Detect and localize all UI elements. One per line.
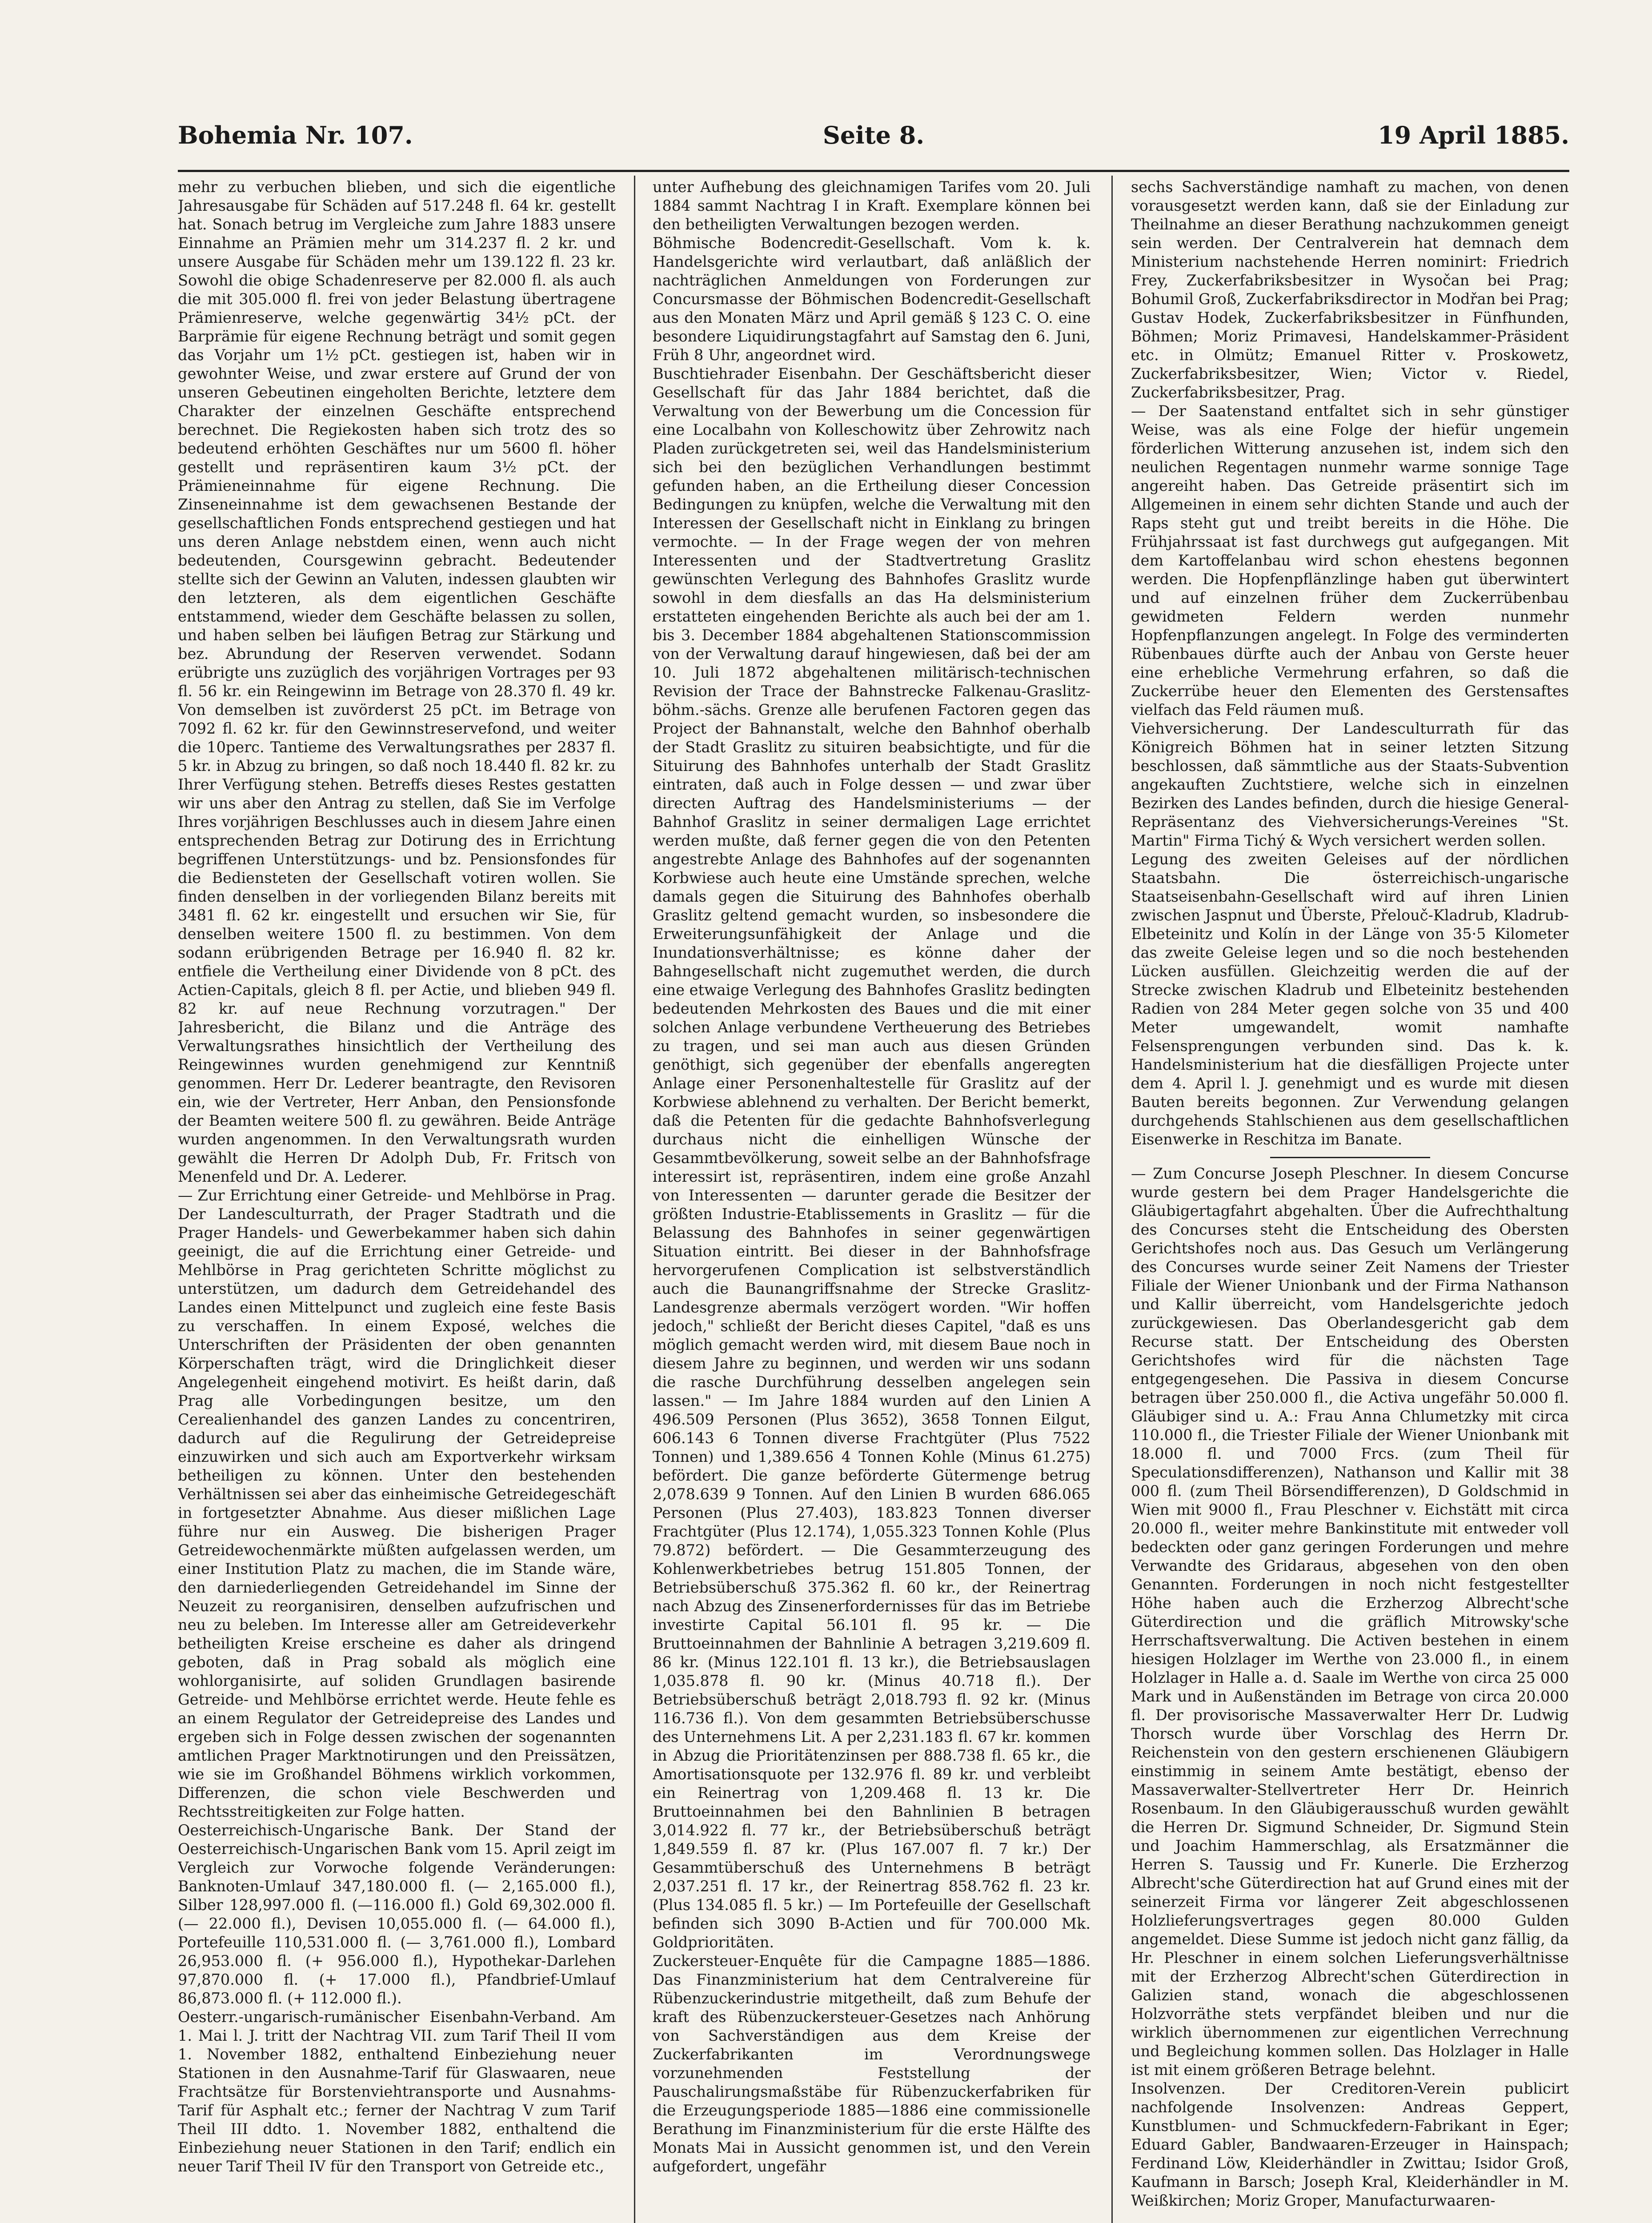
newspaper-issue: Bohemia Nr. 107. <box>178 121 413 149</box>
column-divider <box>634 176 635 2223</box>
page-number: Seite 8. <box>822 121 925 149</box>
article-grain-exchange: — Zur Errichtung einer Getreide- und Mehlbörse in Prag. Der Landesculturrath, der Prager Stadtrath und die Prager Handels- und Gewerbekammer haben sich dahin geeinigt, die auf die Errichtung einer Getreide- und Mehlbörse in Prag gerichteten Schritte möglichst zu unterstützen, um dadurch dem Getreidehandel des Landes einen Mittelpunct und zugleich eine feste Basis zu verschaffen. In einem Exposé, welches die Unterschriften der Präsidenten der oben genannten Körperschaften trägt, wird die Dringlichkeit dieser Angelegenheit eingehend motivirt. Es heißt darin, daß Prag alle Vorbedingungen besitze, um den Cerealienhandel des ganzen Landes zu concentriren, dadurch auf die Regulirung der Getreidepreise einzuwirken und sich auch am Exportverkehr wirksam betheiligen zu können. Unter den bestehenden Verhältnissen sei aber das einheimische Getreidegeschäft in fortgesetzter Abnahme. Aus dieser mißlichen Lage führe nur ein Ausweg. Die bisherigen Prager Getreidewochenmärkte müßten aufgelassen werden, um einer Institution Platz zu machen, die im Stande wäre, den darniederliegenden Getreidehandel im Sinne der Neuzeit zu reorganisiren, denselben aufzufrischen und neu zu beleben. Im Interesse aller am Getreideverkehr betheiligten Kreise erscheine es daher als dringend geboten, daß in Prag sobald als möglich eine wohlorganisirte, auf soliden Grundlagen basirende Getreide- und Mehlbörse errichtet werde. Heute fehle es an einem Regulator der Getreidepreise des Landes und ergeben sich in Folge dessen zwischen der sogenannten amtlichen Prager Marktnotirungen und den Preissätzen, wie sie im Großhandel Böhmens wirklich vorkommen, Differenzen, die schon viele Beschwerden und Rechtsstreitigkeiten zur Folge hatten. <box>178 1187 616 1820</box>
article-second-track: Legung des zweiten Geleises auf der nördlichen Staatsbahn. Die österreichisch-ungarische Staatseisenbahn-Gesellschaft wird auf ihren Linien zwischen Jaspnut und Überste, Přelouč-Kladrub, Kladrub-Elbeteinitz und Kolín in der Länge von 35·5 Kilometer das zweite Geleise legen und so die noch bestehenden Lücken ausfüllen. Gleichzeitig werden die auf der Strecke zwischen Kladrub und Elbeteinitz bestehenden Radien von 284 Meter gegen solche von 35 und 400 Meter umgewandelt, womit namhafte Felsensprengungen verbunden sind. Das k. k. Handelsministerium hat die diesfälligen Projecte unter dem 4. April l. J. genehmigt und es wurde mit diesen Bauten bereits begonnen. Zur Verwendung gelangen durchgehends Stahlschienen aus dem gesellschaftlichen Eisenwerke in Reschitza im Banate. <box>1131 851 1569 1148</box>
column-divider <box>1111 176 1113 2223</box>
header-rule <box>178 170 1569 172</box>
article-railway-association: Oesterr.-ungarisch-rumänischer Eisenbahn-Verband. Am 1. Mai l. J. tritt der Nachtrag VII. zum Tarif Theil II vom 1. November 1882, enthaltend Einbeziehung neuer Stationen in den Ausnahme-Tarif für Glaswaaren, neue Frachtsätze für Borstenviehtransporte und Ausnahms-Tarif für Asphalt etc.; ferner der Nachtrag V zum Tarif Theil III ddto. 1. November 1882, enthaltend die Einbeziehung neuer Stationen in den Tarif; endlich ein neuer Tarif Theil IV für den Transport von Getreide etc., <box>178 2008 616 2175</box>
column-2 <box>653 178 1091 2223</box>
section-rule <box>1270 1157 1430 1158</box>
column-1 <box>178 178 616 2223</box>
article-paragraph: mehr zu verbuchen blieben, und sich die eigentliche Jahresausgabe für Schäden auf 517.248 fl. 64 kr. gestellt hat. Sonach betrug im Vergleiche zum Jahre 1883 unsere Einnahme an Prämien mehr um 314.237 fl. 2 kr. und unsere Ausgabe für Schäden mehr um 139.122 fl. 23 kr. Sowohl die obige Schadenreserve per 82.000 fl. als auch die mit 305.000 fl. frei von jeder Belastung übertragene Prämienreserve, welche gegenwärtig 34½ pCt. der Barprämie für eigene Rechnung beträgt und somit gegen das Vorjahr um 1½ pCt. gestiegen ist, haben wir in gewohnter Weise, und zwar erstere auf Grund der von unseren Gebeutinen eingeholten Berichte, letztere dem Charakter der einzelnen Geschäfte entsprechend berechnet. Die Regiekosten haben sich trotz des so bedeutend erhöhten Geschäftes nur um 5600 fl. höher gestellt und repräsentiren kaum 3½ pCt. der Prämieneinnahme für eigene Rechnung. Die Zinseneinnahme ist dem gewachsenen Bestande der gesellschaftlichen Fonds entsprechend gestiegen und hat uns deren Anlage nebstdem einen, wenn auch nicht bedeutenden, Coursgewinn gebracht. Bedeutender stellte sich der Gewinn an Valuten, indessen glaubten wir den letzteren, als dem eigentlichen Geschäfte entstammend, wieder dem Geschäfte belassen zu sollen, und haben selben bei läufigen Betrag zur Stärkung und bez. Abrundung der Reserven verwendet. Sodann erübrigte uns zuzüglich des vorjährigen Vortrages per 93 fl. 56 kr. ein Reingewinn im Betrage von 28.370 fl. 49 kr. Von demselben ist zuvörderst 25 pCt. im Betrage von 7092 fl. 62 kr. für den Gewinnstreservefond, und weiter die 10perc. Tantieme des Verwaltungsrathes per 2837 fl. 5 kr. in Abzug zu bringen, so daß noch 18.440 fl. 82 kr. zu Ihrer Verfügung stehen. Betreffs dieses Restes gestatten wir uns aber den Antrag zu stellen, daß Sie im Verfolge Ihres vorjährigen Beschlusses auch in diesem Jahre einen entsprechenden Betrag zur Dotirung des in Errichtung begriffenen Unterstützungs- und bz. Pensionsfondes für die Bediensteten der Gesellschaft votiren wollen. Sie finden denselben in der vorliegenden Bilanz bereits mit 3481 fl. 62 kr. eingestellt und ersuchen wir Sie, für denselben weitere 1500 fl. zu bestimmen. Von dem sodann erübrigenden Betrage per 16.940 fl. 82 kr. entfiele die Vertheilung einer Dividende von 8 pCt. des Actien-Capitals, gleich 8 fl. per Actie, und blieben 949 fl. 82 kr. auf neue Rechnung vorzutragen." Der Jahresbericht, die Bilanz und die Anträge des Verwaltungsrathes hinsichtlich der Vertheilung des Reingewinnes wurden genehmigend zur Kenntniß genommen. Herr Dr. Lederer beantragte, den Revisoren ein, wie der Vertreter, Herr Anban, den Pensionsfonde der Beamten weitere 500 fl. zu gewähren. Beide Anträge wurden angenommen. In den Verwaltungsrath wurden gewählt die Herren Dr Adolph Dub, Fr. Fritsch von Menenfeld und Dr. A. Lederer. <box>178 178 616 1185</box>
article-bodencredit: Böhmische Bodencredit-Gesellschaft. Vom k. k. Handelsgerichte wird verlautbart, daß anläßlich der nachträglichen Anmeldungen von Forderungen zur Concursmasse der Böhmischen Bodencredit-Gesellschaft aus den Monaten März und April gemäß § 123 C. O. eine besondere Liquidirungstagfahrt auf Samstag den 6. Juni, Früh 8 Uhr, angeordnet wird. <box>653 234 1091 364</box>
article-insolvencies: Insolvenzen. Der Creditoren-Verein publicirt nachfolgende Insolvenzen: Andreas Geppert, Kunstblumen- und Schmuckfedern-Fabrikant in Eger; Eduard Gabler, Bandwaaren-Erzeuger in Hainspach; Ferdinand Löw, Kleiderhändler in Zwittau; Isidor Groß, Kaufmann in Barsch; Joseph Kral, Kleiderhändler in M. Weißkirchen; Moriz Groper, Manufacturwaaren- <box>1131 2080 1569 2209</box>
article-sugar-tax-enquete: Zuckersteuer-Enquête für die Campagne 1885—1886. Das Finanzministerium hat dem Centralvereine für Rübenzuckerindustrie mitgetheilt, daß zum Behufe der kraft des Rübenzuckersteuer-Gesetzes nach Anhörung von Sachverständigen aus dem Kreise der Zuckerfabrikanten im Verordnungswege vorzunehmenden Feststellung der Pauschalirungsmaßstäbe für Rübenzuckerfabriken für die Erzeugungsperiode 1885—1886 eine commissionelle Berathung im Finanzministerium für die erste Hälfte des Monats Mai in Aussicht genommen ist, und den Verein aufgefordert, ungefähr <box>653 1952 1091 2175</box>
article-buschtiehrader-railway: Buschtiehrader Eisenbahn. Der Geschäftsbericht dieser Gesellschaft für das Jahr 1884 berichtet, daß die Verwaltung von der Bewerbung um die Concession für eine Localbahn von Kolleschowitz über Zehrowitz nach Pladen zurückgetreten sei, weil das Handelsministerium sich bei den bezüglichen Verhandlungen bestimmt gefunden haben, an die Ertheilung dieser Concession Bedingungen zu knüpfen, welche die Verwaltung mit den Interessen der Gesellschaft nicht in Einklang zu bringen vermochte. — In der Frage wegen der von mehren Interessenten und der Stadtvertretung Graslitz gewünschten Verlegung des Bahnhofes Graslitz wurde sowohl in dem diesfalls an das Ha delsministerium erstatteten eingehenden Berichte als auch bei der am 1. bis 3. December 1884 abgehaltenen Stationscommission von der Verwaltung darauf hingewiesen, daß bei der am 10. Juli 1872 abgehaltenen militärisch-technischen Revision der Trace der Bahnstrecke Falkenau-Graslitz-böhm.-sächs. Grenze alle berufenen Factoren gegen das Project der Bahnanstalt, welche den Bahnhof oberhalb der Stadt Graslitz zu situiren beabsichtigte, und für die Situirung des Bahnhofes unterhalb der Stadt Graslitz eintraten, daß auch in Folge dessen — und zwar über directen Auftrag des Handelsministeriums — der Bahnhof Graslitz in seiner dermaligen Lage errichtet werden mußte, daß ferner gegen die von den Petenten angestrebte Anlage des Bahnhofes auf der sogenannten Korbwiese auch heute eine Umstände sprechen, welche damals gegen die Situirung des Bahnhofes oberhalb Graslitz geltend gemacht wurden, so insbesondere die Erweiterungsunfähigkeit der Anlage und die Inundationsverhältnisse; es könne daher der Bahngesellschaft nicht zugemuthet werden, die durch eine etwaige Verlegung des Bahnhofes Graslitz bedingten bedeutenden Mehrkosten des Baues und die mit einer solchen Anlage verbundene Vertheuerung des Betriebes zu tragen, und sei man auch aus diesen Gründen genöthigt, sich gegenüber der ebenfalls angeregten Anlage einer Personenhaltestelle für Graslitz auf der Korbwiese ablehnend zu verhalten. Der Bericht bemerkt, daß die Petenten für die gedachte Bahnhofsverlegung durchaus nicht die einhelligen Wünsche der Gesammtbevölkerung, soweit selbe an der Bahnhofsfrage interessirt ist, repräsentiren, indem eine große Anzahl von Interessenten — darunter gerade die Besitzer der größten Industrie-Etablissements in Graslitz — für die Belassung des Bahnhofes in seiner gegenwärtigen Situation eintritt. Bei dieser in der Bahnhofsfrage hervorgerufenen Complication ist selbstverständlich auch die Baunangriffsnahme der Strecke Graslitz-Landesgrenze abermals verzögert worden. "Wir hoffen jedoch," schließt der Bericht dieses Capitel, "daß es uns möglich gemacht werden wird, mit diesem Baue noch in diesem Jahre zu beginnen, und werden wir uns sodann die rasche Durchführung desselben angelegen sein lassen." — Im Jahre 1884 wurden auf den Linien A 496.509 Personen (Plus 3652), 3658 Tonnen Eilgut, 606.143 6 Tonnen diverse Frachtgüter (Plus 7522 Tonnen) und 1,389.656 4 Tonnen Kohle (Minus 61.275) befördert. Die ganze beförderte Gütermenge betrug 2,078.639 9 Tonnen. Auf den Linien B wurden 686.065 Personen (Plus 27.403), 183.823 Tonnen diverser Frachtgüter (Plus 12.174), 1,055.323 Tonnen Kohle (Plus 79.872) befördert. — Die Gesammterzeugung des Kohlenwerkbetriebes betrug 151.805 Tonnen, der Betriebsüberschuß 375.362 fl. 60 kr., der Reinertrag nach Abzug des Zinsenerfordernisses für das im Betriebe investirte Capital 56.101 fl. 95 kr. — Die Bruttoeinnahmen der Bahnlinie A betragen 3,219.609 fl. 86 kr. (Minus 122.101 fl. 13 kr.), die Betriebsauslagen 1,035.878 fl. 90 kr. (Minus 40.718 fl.). Der Betriebsüberschuß beträgt 2,018.793 fl. 92 kr. (Minus 116.736 fl.). Von dem gesammten Betriebsüberschusse des Unternehmens Lit. A per 2,231.183 fl. 67 kr. kommen in Abzug die Prioritätenzinsen per 888.738 fl. 65 kr., die Amortisationsquote per 132.976 fl. 89 kr. und verbleibt ein Reinertrag von 1,209.468 fl. 13 kr. Die Bruttoeinnahmen bei den Bahnlinien B betragen 3,014.922 fl. 77 kr., der Betriebsüberschuß beträgt 1,849.559 fl. 87 kr. (Plus 167.007 fl. 7 kr.) Der Gesammtüberschuß des Unternehmens B beträgt 2,037.251 fl. 17 kr., der Reinertrag 858.762 fl. 23 kr. (Plus 134.085 fl. 5 kr.) — Im Portefeuille der Gesellschaft befinden sich 3090 B-Actien und für 700.000 Mk. Goldprioritäten. <box>653 365 1091 1951</box>
issue-date: 19 April 1885. <box>1378 121 1569 149</box>
article-pleschner-bankruptcy: — Zum Concurse Joseph Pleschner. In diesem Concurse wurde gestern bei dem Prager Handelsgerichte die Gläubigertagfahrt abgehalten. Über die Aufrechthaltung des Concurses steht die Entscheidung des Obersten Gerichtshofes noch aus. Das Gesuch um Verlängerung des Concurses wurde seiner Zeit Namens der Triester Filiale der Wiener Unionbank und der Firma Nathanson und Kallir überreicht, vom Handelsgerichte jedoch zurückgewiesen. Das Oberlandesgericht gab dem Recurse statt. Der Entscheidung des Obersten Gerichtshofes wird für die nächsten Tage entgegengesehen. Die Passiva in diesem Concurse betragen über 250.000 fl., die Activa ungefähr 50.000 fl. Gläubiger sind u. A.: Frau Anna Chlumetzky mit circa 110.000 fl., die Triester Filiale der Wiener Unionbank mit 18.000 fl. und 7000 Frcs. (zum Theil für Speculationsdifferenzen), Nathanson und Kallir mit 38 000 fl. (zum Theil Börsendifferenzen), D Goldschmid in Wien mit 9000 fl., Frau Pleschner v. Eichstätt mit circa 20.000 fl., weiter mehre Bankinstitute mit entweder voll bedeckten oder ganz geringen Forderungen und mehre Verwandte des Gridaraus, abgesehen von den oben Genannten. Forderungen in noch nicht festgestellter Höhe haben auch die Erzherzog Albrecht'sche Güterdirection und die gräflich Mitrowsky'sche Herrschaftsverwaltung. Die Activen bestehen in einem hiesigen Holzlager im Werthe von 23.000 fl., in einem Holzlager in Halle a. d. Saale im Werthe von circa 25 000 Mark und in Außenständen im Betrage von circa 20.000 fl. Der provisorische Massaverwalter Herr Dr. Ludwig Thorsch wurde über Vorschlag des Herrn Dr. Reichenstein von den gestern erschienenen Gläubigern einstimmig in seinem Amte bestätigt, ebenso der Massaverwalter-Stellvertreter Herr Dr. Heinrich Rosenbaum. In den Gläubigerausschuß wurden gewählt die Herren Dr. Sigmund Schneider, Dr. Sigmund Stein und Joachim Hammerschlag, als Ersatzmänner die Herren S. Taussig und Fr. Kunerle. Die Erzherzog Albrecht'sche Güterdirection hat auf Grund eines mit der seinerzeit Firma vor längerer Zeit abgeschlossenen Holzlieferungsvertrages gegen 80.000 Gulden angemeldet. Diese Summe ist jedoch nicht ganz fällig, da Hr. Pleschner in einem solchen Lieferungsverhältnisse mit der Erzherzog Albrecht'schen Güterdirection in Galizien stand, wonach die abgeschlossenen Holzvorräthe stets verpfändet bleiben und nur die wirklich übernommenen zur eigentlichen Verrechnung und Begleichung kommen sollen. Das Holzlager in Halle ist mit einem größeren Betrage belehnt. <box>1131 1165 1569 2079</box>
article-paragraph: unter Aufhebung des gleichnamigen Tarifes vom 20. Juli 1884 sammt Nachtrag I in Kraft. Exemplare können bei den betheiligten Verwaltungen bezogen werden. <box>653 178 1091 233</box>
article-austro-hungarian-bank: Oesterreichisch-Ungarische Bank. Der Stand der Oesterreichisch-Ungarischen Bank vom 15. April zeigt im Vergleich zur Vorwoche folgende Veränderungen: Banknoten-Umlauf 347,180.000 fl. (— 2,165.000 fl.), Silber 128,997.000 fl. (—116.000 fl.) Gold 69,302.000 fl. (— 22.000 fl.), Devisen 10,055.000 fl. (— 64.000 fl.), Portefeuille 110,531.000 fl. (— 3,761.000 fl.), Lombard 26,953.000 fl. (+ 956.000 fl.), Hypothekar-Darlehen 97,870.000 fl. (+ 17.000 fl.), Pfandbrief-Umlauf 86,873.000 fl. (+ 112.000 fl.). <box>178 1822 616 2007</box>
page-header <box>178 116 1569 156</box>
article-paragraph: sechs Sachverständige namhaft zu machen, von denen vorausgesetzt werden kann, daß sie der Einladung zur Theilnahme an dieser Berathung nachzukommen geneigt sein werden. Der Centralverein hat demnach dem Ministerium nachstehende Herren nominirt: Friedrich Frey, Zuckerfabriksbesitzer in Wysočan bei Prag; Bohumil Groß, Zuckerfabriksdirector in Modřan bei Prag; Gustav Hodek, Zuckerfabriksbesitzer in Fünfhunden, Böhmen; Moriz Primavesi, Handelskammer-Präsident etc. in Olmütz; Emanuel Ritter v. Proskowetz, Zuckerfabriksbesitzer, Wien; Victor v. Riedel, Zuckerfabriksbesitzer, Prag. <box>1131 178 1569 401</box>
column-3 <box>1131 178 1569 2223</box>
article-livestock-insurance: Viehversicherung. Der Landesculturrath für das Königreich Böhmen hat in seiner letzten Sitzung beschlossen, daß sämmtliche aus der Staats-Subvention angekauften Zuchtstiere, welche sich in einzelnen Bezirken des Landes befinden, durch die hiesige General-Repräsentanz des Viehversicherungs-Vereines "St. Martin" Firma Tichý & Wych versichert werden sollen. <box>1131 720 1569 849</box>
article-crop-status: — Der Saatenstand entfaltet sich in sehr günstiger Weise, was als eine Folge der hiefür ungemein förderlichen Witterung anzusehen ist, indem sich den neulichen Regentagen nunmehr warme sonnige Tage angereiht haben. Das Getreide präsentirt sich im Allgemeinen in einem sehr dichten Stande und auch der Raps steht gut und treibt bereits in die Höhe. Die Frühjahrssaat ist fast durchwegs gut aufgegangen. Mit dem Kartoffelanbau wird schon ehestens begonnen werden. Die Hopfenpflänzlinge haben gut überwintert und auf einzelnen früher dem Zuckerrübenbau gewidmeten Feldern werden nunmehr Hopfenpflanzungen angelegt. In Folge des verminderten Rübenbaues dürfte auch der Anbau von Gerste heuer eine erhebliche Vermehrung erfahren, so daß die Zuckerrübe heuer den Elementen des Gerstensaftes vielfach das Feld räumen muß. <box>1131 402 1569 718</box>
